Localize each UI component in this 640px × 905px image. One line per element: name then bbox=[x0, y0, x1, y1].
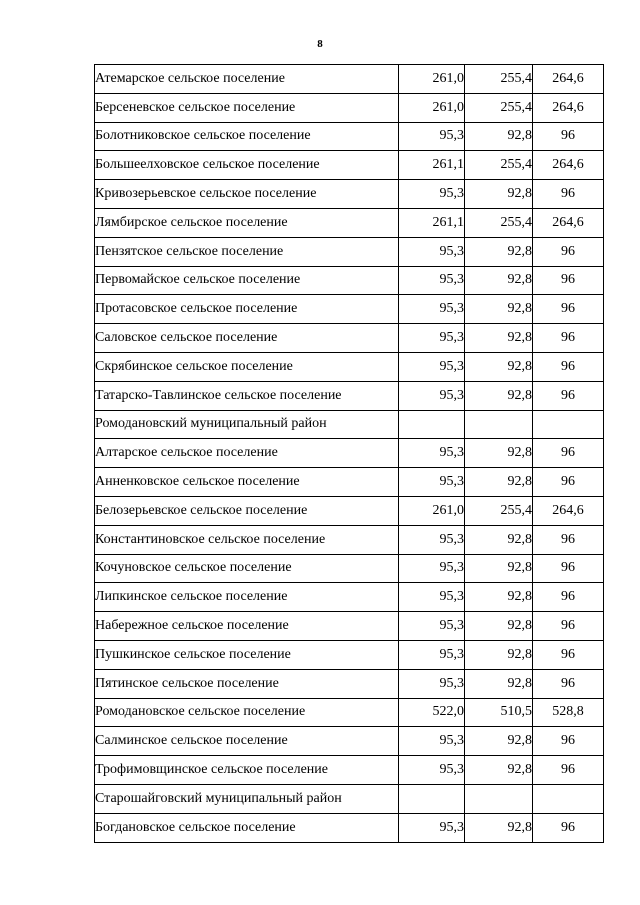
value-cell-3: 96 bbox=[533, 381, 604, 410]
settlement-name-cell: Алтарское сельское поселение bbox=[95, 439, 399, 468]
value-cell-1: 95,3 bbox=[399, 640, 465, 669]
value-cell-1: 95,3 bbox=[399, 813, 465, 842]
value-cell-2: 92,8 bbox=[465, 525, 533, 554]
table-row bbox=[95, 756, 604, 785]
value-cell-2: 92,8 bbox=[465, 266, 533, 295]
value-cell-3: 96 bbox=[533, 468, 604, 497]
value-cell-2: 92,8 bbox=[465, 756, 533, 785]
value-cell-1: 522,0 bbox=[399, 698, 465, 727]
value-cell-2: 255,4 bbox=[465, 151, 533, 180]
settlement-name-cell: Трофимовщинское сельское поселение bbox=[95, 756, 399, 785]
value-cell-3: 264,6 bbox=[533, 93, 604, 122]
table-row bbox=[95, 554, 604, 583]
value-cell-3: 264,6 bbox=[533, 65, 604, 94]
settlement-name-cell: Анненковское сельское поселение bbox=[95, 468, 399, 497]
settlement-name-cell: Белозерьевское сельское поселение bbox=[95, 496, 399, 525]
value-cell-1: 95,3 bbox=[399, 381, 465, 410]
table-row bbox=[95, 612, 604, 641]
value-cell-2: 92,8 bbox=[465, 813, 533, 842]
table-row bbox=[95, 122, 604, 151]
table-body bbox=[95, 65, 604, 843]
settlement-name-cell: Скрябинское сельское поселение bbox=[95, 352, 399, 381]
settlement-name-cell: Старошайговский муниципальный район bbox=[95, 784, 399, 813]
value-cell-1 bbox=[399, 784, 465, 813]
table-row bbox=[95, 410, 604, 439]
settlement-name-cell: Пензятское сельское поселение bbox=[95, 237, 399, 266]
value-cell-2: 92,8 bbox=[465, 381, 533, 410]
value-cell-3: 528,8 bbox=[533, 698, 604, 727]
value-cell-3: 96 bbox=[533, 813, 604, 842]
data-table bbox=[94, 64, 604, 843]
table-row bbox=[95, 93, 604, 122]
table-row bbox=[95, 525, 604, 554]
value-cell-1: 95,3 bbox=[399, 468, 465, 497]
value-cell-3: 264,6 bbox=[533, 208, 604, 237]
value-cell-1: 261,1 bbox=[399, 208, 465, 237]
value-cell-2: 92,8 bbox=[465, 554, 533, 583]
table-row bbox=[95, 65, 604, 94]
value-cell-3 bbox=[533, 410, 604, 439]
settlement-name-cell: Кривозерьевское сельское поселение bbox=[95, 180, 399, 209]
value-cell-2: 92,8 bbox=[465, 640, 533, 669]
value-cell-1: 261,1 bbox=[399, 151, 465, 180]
table-row bbox=[95, 324, 604, 353]
table-row bbox=[95, 237, 604, 266]
value-cell-1: 95,3 bbox=[399, 525, 465, 554]
value-cell-1: 95,3 bbox=[399, 122, 465, 151]
value-cell-1: 95,3 bbox=[399, 295, 465, 324]
table-row bbox=[95, 813, 604, 842]
table-row bbox=[95, 727, 604, 756]
value-cell-2: 92,8 bbox=[465, 727, 533, 756]
table-row bbox=[95, 583, 604, 612]
value-cell-1: 95,3 bbox=[399, 324, 465, 353]
value-cell-3: 96 bbox=[533, 612, 604, 641]
value-cell-1: 261,0 bbox=[399, 65, 465, 94]
value-cell-2: 255,4 bbox=[465, 496, 533, 525]
value-cell-3: 96 bbox=[533, 583, 604, 612]
value-cell-1: 95,3 bbox=[399, 439, 465, 468]
value-cell-1: 95,3 bbox=[399, 583, 465, 612]
value-cell-3: 96 bbox=[533, 756, 604, 785]
value-cell-3: 96 bbox=[533, 525, 604, 554]
settlement-name-cell: Пушкинское сельское поселение bbox=[95, 640, 399, 669]
value-cell-3: 96 bbox=[533, 439, 604, 468]
value-cell-1: 95,3 bbox=[399, 669, 465, 698]
value-cell-1: 261,0 bbox=[399, 93, 465, 122]
table-row bbox=[95, 352, 604, 381]
table-row bbox=[95, 698, 604, 727]
value-cell-2: 92,8 bbox=[465, 122, 533, 151]
settlement-name-cell: Пятинское сельское поселение bbox=[95, 669, 399, 698]
settlement-name-cell: Саловское сельское поселение bbox=[95, 324, 399, 353]
settlement-name-cell: Богдановское сельское поселение bbox=[95, 813, 399, 842]
value-cell-2: 92,8 bbox=[465, 468, 533, 497]
value-cell-2: 92,8 bbox=[465, 583, 533, 612]
value-cell-1: 95,3 bbox=[399, 554, 465, 583]
settlement-name-cell: Салминское сельское поселение bbox=[95, 727, 399, 756]
settlement-name-cell: Набережное сельское поселение bbox=[95, 612, 399, 641]
table-row bbox=[95, 295, 604, 324]
value-cell-3: 264,6 bbox=[533, 496, 604, 525]
settlement-name-cell: Константиновское сельское поселение bbox=[95, 525, 399, 554]
value-cell-2: 255,4 bbox=[465, 93, 533, 122]
value-cell-3: 96 bbox=[533, 554, 604, 583]
value-cell-3: 96 bbox=[533, 266, 604, 295]
settlement-name-cell: Большеелховское сельское поселение bbox=[95, 151, 399, 180]
settlement-name-cell: Протасовское сельское поселение bbox=[95, 295, 399, 324]
value-cell-2: 255,4 bbox=[465, 208, 533, 237]
value-cell-2: 92,8 bbox=[465, 295, 533, 324]
value-cell-3 bbox=[533, 784, 604, 813]
value-cell-3: 264,6 bbox=[533, 151, 604, 180]
value-cell-3: 96 bbox=[533, 352, 604, 381]
table-row bbox=[95, 180, 604, 209]
value-cell-2: 92,8 bbox=[465, 324, 533, 353]
value-cell-3: 96 bbox=[533, 727, 604, 756]
value-cell-3: 96 bbox=[533, 669, 604, 698]
table-row bbox=[95, 640, 604, 669]
value-cell-1: 95,3 bbox=[399, 266, 465, 295]
value-cell-2: 92,8 bbox=[465, 180, 533, 209]
value-cell-2 bbox=[465, 410, 533, 439]
settlement-name-cell: Первомайское сельское поселение bbox=[95, 266, 399, 295]
value-cell-3: 96 bbox=[533, 295, 604, 324]
settlement-name-cell: Кочуновское сельское поселение bbox=[95, 554, 399, 583]
value-cell-3: 96 bbox=[533, 180, 604, 209]
settlement-name-cell: Атемарское сельское поселение bbox=[95, 65, 399, 94]
value-cell-2: 255,4 bbox=[465, 65, 533, 94]
table-row bbox=[95, 381, 604, 410]
value-cell-2: 92,8 bbox=[465, 439, 533, 468]
table-row bbox=[95, 669, 604, 698]
value-cell-2 bbox=[465, 784, 533, 813]
table-row bbox=[95, 266, 604, 295]
settlement-name-cell: Берсеневское сельское поселение bbox=[95, 93, 399, 122]
value-cell-2: 92,8 bbox=[465, 669, 533, 698]
settlement-name-cell: Липкинское сельское поселение bbox=[95, 583, 399, 612]
table-row bbox=[95, 208, 604, 237]
value-cell-1: 95,3 bbox=[399, 612, 465, 641]
value-cell-2: 92,8 bbox=[465, 612, 533, 641]
table-row bbox=[95, 439, 604, 468]
value-cell-1: 95,3 bbox=[399, 180, 465, 209]
value-cell-1: 95,3 bbox=[399, 352, 465, 381]
table-row bbox=[95, 468, 604, 497]
value-cell-3: 96 bbox=[533, 324, 604, 353]
table-row bbox=[95, 496, 604, 525]
settlement-name-cell: Татарско-Тавлинское сельское поселение bbox=[95, 381, 399, 410]
settlement-name-cell: Болотниковское сельское поселение bbox=[95, 122, 399, 151]
settlement-name-cell: Ромодановский муниципальный район bbox=[95, 410, 399, 439]
page-number: 8 bbox=[317, 38, 323, 50]
value-cell-3: 96 bbox=[533, 640, 604, 669]
value-cell-2: 92,8 bbox=[465, 237, 533, 266]
value-cell-1: 95,3 bbox=[399, 237, 465, 266]
value-cell-1: 95,3 bbox=[399, 727, 465, 756]
value-cell-1 bbox=[399, 410, 465, 439]
table-row bbox=[95, 784, 604, 813]
value-cell-3: 96 bbox=[533, 237, 604, 266]
table-row bbox=[95, 151, 604, 180]
value-cell-2: 510,5 bbox=[465, 698, 533, 727]
value-cell-3: 96 bbox=[533, 122, 604, 151]
value-cell-1: 95,3 bbox=[399, 756, 465, 785]
settlement-name-cell: Лямбирское сельское поселение bbox=[95, 208, 399, 237]
value-cell-1: 261,0 bbox=[399, 496, 465, 525]
value-cell-2: 92,8 bbox=[465, 352, 533, 381]
settlement-name-cell: Ромодановское сельское поселение bbox=[95, 698, 399, 727]
